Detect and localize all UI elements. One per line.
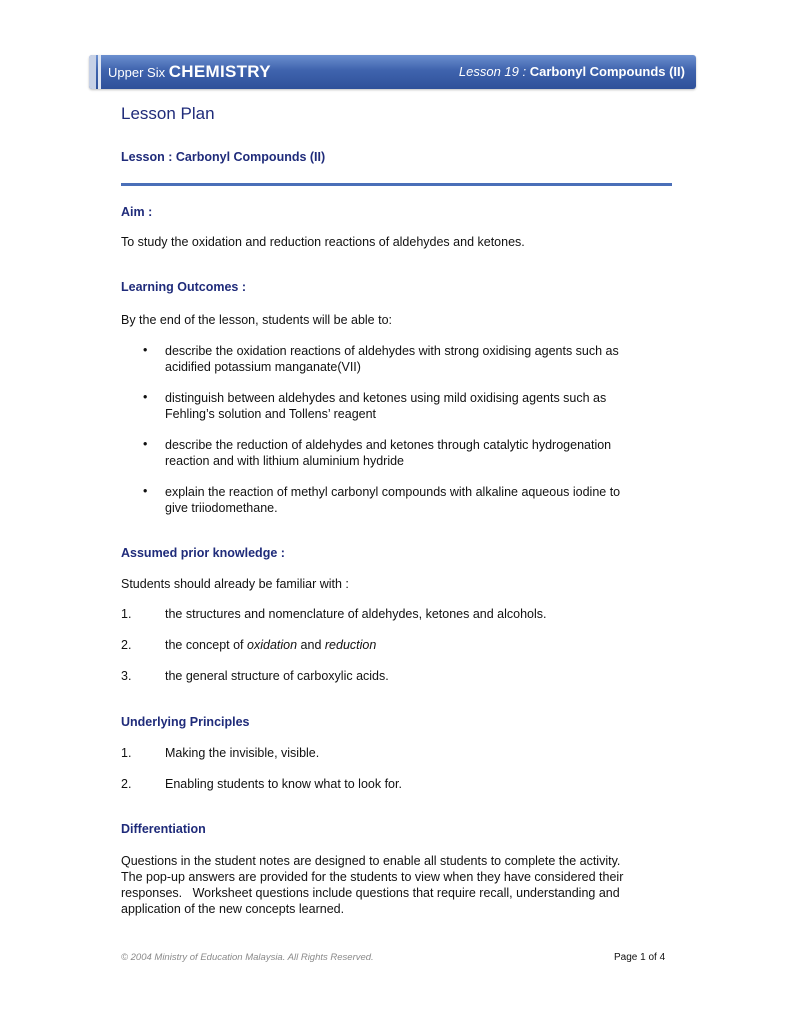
item-text-oxidation: oxidation [247, 638, 298, 652]
learning-outcome-item [165, 437, 685, 469]
aim-text: To study the oxidation and reduction reactions of aldehydes and ketones. [121, 235, 525, 249]
outcome-line: describe the oxidation reactions of aldehydes with strong oxidising agents such as [165, 344, 619, 358]
list-number: 2. [121, 638, 132, 652]
outcome-line: describe the reduction of aldehydes and ketones through catalytic hydrogenation [165, 438, 612, 452]
header-lesson-title: Carbonyl Compounds (II) [529, 64, 685, 79]
learning-outcomes-heading: Learning Outcomes : [121, 280, 247, 294]
outcome-line: acidified potassium manganate(VII) [165, 360, 361, 374]
divider-rule [121, 183, 672, 186]
differentiation-text [121, 853, 681, 917]
footer-page-number: Page 1 of 4 [614, 952, 666, 963]
banner-edge-stripe-light [98, 55, 101, 89]
header-subject [108, 62, 271, 82]
differentiation-heading: Differentiation [121, 822, 206, 836]
outcome-line: give triiodomethane. [165, 501, 278, 515]
list-number: 2. [121, 777, 132, 791]
header-lesson-number: Lesson 19 : [458, 64, 527, 79]
footer-copyright: © 2004 Ministry of Education Malaysia. All Rights Reserved. [121, 952, 374, 963]
outcome-line: Fehling’s solution and Tollens’ reagent [165, 407, 377, 421]
learning-outcome-item [165, 390, 685, 422]
differentiation-line: The pop-up answers are provided for the students to view when they have considered their [121, 870, 624, 884]
bullet-icon: • [143, 484, 148, 498]
prior-knowledge-heading: Assumed prior knowledge : [121, 546, 285, 560]
outcome-line: distinguish between aldehydes and ketones using mild oxidising agents such as [165, 391, 607, 405]
differentiation-line: application of the new concepts learned. [121, 902, 345, 916]
principles-heading: Underlying Principles [121, 715, 250, 729]
outcome-line: explain the reaction of methyl carbonyl compounds with alkaline aqueous iodine to [165, 485, 621, 499]
outcome-line: reaction and with lithium aluminium hydride [165, 454, 405, 468]
item-text: and [297, 638, 325, 652]
list-number: 3. [121, 669, 132, 683]
header-subject-title: CHEMISTRY [168, 62, 271, 81]
prior-knowledge-item: the structures and nomenclature of aldehydes, ketones and alcohols. [165, 607, 547, 621]
aim-heading: Aim : [121, 205, 153, 219]
bullet-icon: • [143, 390, 148, 404]
lesson-line: Lesson : Carbonyl Compounds (II) [121, 150, 326, 164]
header-lesson [459, 64, 685, 79]
prior-knowledge-item: the general structure of carboxylic acids. [165, 669, 389, 683]
list-number: 1. [121, 607, 132, 621]
principle-item: Making the invisible, visible. [165, 746, 320, 760]
bullet-icon: • [143, 437, 148, 451]
differentiation-line: responses. Worksheet questions include questions that require recall, understanding and [121, 886, 620, 900]
banner-edge-stripe [89, 55, 96, 89]
item-text-reduction: reduction [324, 638, 377, 652]
learning-outcome-item [165, 343, 685, 375]
prior-knowledge-intro: Students should already be familiar with : [121, 577, 349, 591]
item-text: the concept of [165, 638, 248, 652]
differentiation-line: Questions in the student notes are designed to enable all students to complete the activity. [121, 854, 621, 868]
bullet-icon: • [143, 343, 148, 357]
page-title: Lesson Plan [121, 104, 215, 123]
principle-item: Enabling students to know what to look for. [165, 777, 402, 791]
header-prefix: Upper Six [108, 65, 166, 80]
learning-outcome-item [165, 484, 685, 516]
list-number: 1. [121, 746, 132, 760]
learning-outcomes-intro: By the end of the lesson, students will be able to: [121, 313, 393, 327]
prior-knowledge-item [165, 638, 376, 652]
